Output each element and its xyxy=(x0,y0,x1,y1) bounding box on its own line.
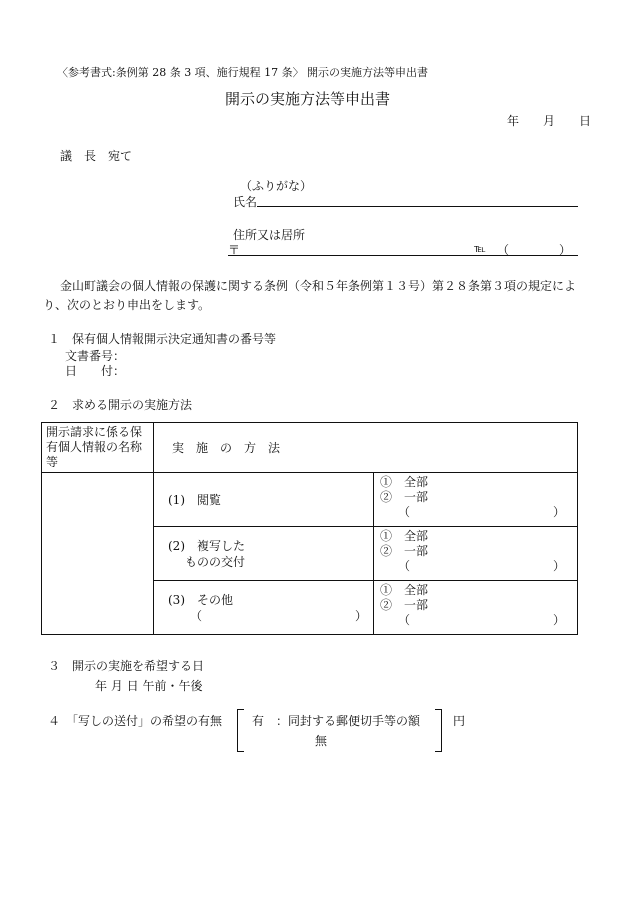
section1-heading: １ 保有個人情報開示決定通知書の番号等 xyxy=(48,332,277,346)
method-cell-1: (1) 閲覧 xyxy=(154,473,374,527)
intro-line-2: り、次のとおり申出をします。 xyxy=(43,298,211,312)
option-cell-2[interactable]: ① 全部 ② 一部 （ ） xyxy=(374,527,578,581)
notice-date-label: 日 付： xyxy=(65,364,126,378)
doc-number-label: 文書番号： xyxy=(65,349,126,363)
method-cell-2: (2) 複写した ものの交付 xyxy=(154,527,374,581)
table-row xyxy=(42,473,578,527)
option-yes[interactable]: 有 ：同封する郵便切手等の額 xyxy=(252,714,421,728)
intro-line-1: 金山町議会の個人情報の保護に関する条例（令和５年条例第１３号）第２８条第３項の規定によ xyxy=(60,279,577,293)
name-label: 氏名 xyxy=(233,195,258,209)
section4-heading: ４ 「写しの送付」の希望の有無 xyxy=(48,714,223,728)
option-cell-1[interactable]: ① 全部 ② 一部 （ ） xyxy=(374,473,578,527)
info-name-header: 開示請求に係る保 有個人情報の名称 等 xyxy=(42,423,154,473)
tel-mark: ℡ xyxy=(474,242,486,255)
furigana-label: （ふりがな） xyxy=(240,179,313,193)
tel-paren-close: ） xyxy=(559,243,572,257)
desired-date[interactable]: 年 月 日 午前・午後 xyxy=(95,679,203,693)
option-all[interactable]: ① 全部 xyxy=(380,529,429,543)
name-field[interactable] xyxy=(257,206,578,207)
option-all[interactable]: ① 全部 xyxy=(380,475,429,489)
reference-note: 〈参考書式:条例第 28 条 3 項、施行規程 17 条〉 xyxy=(57,66,304,79)
method-cell-3: (3) その他 （ ） xyxy=(154,581,374,635)
reference-form-title: 開示の実施方法等申出書 xyxy=(307,66,428,79)
address-field[interactable] xyxy=(228,255,578,256)
option-partial[interactable]: ② 一部 xyxy=(380,544,429,558)
method-table xyxy=(41,422,578,635)
option-no[interactable]: 無 xyxy=(315,734,328,748)
tel-paren-open: （ xyxy=(497,243,510,257)
section2-heading: ２ 求める開示の実施方法 xyxy=(48,398,193,412)
yen-unit: 円 xyxy=(453,714,466,728)
section3-heading: ３ 開示の実施を希望する日 xyxy=(48,659,205,673)
bracket-right xyxy=(435,709,442,752)
address-label: 住所又は居所 xyxy=(233,228,306,242)
date-line: 年 月 日 xyxy=(507,114,592,128)
method-header: 実 施 の 方 法 xyxy=(154,423,578,473)
postal-mark: 〒 xyxy=(228,243,241,257)
form-title: 開示の実施方法等申出書 xyxy=(225,90,391,108)
option-partial[interactable]: ② 一部 xyxy=(380,490,429,504)
option-partial[interactable]: ② 一部 xyxy=(380,598,429,612)
info-name-cell[interactable] xyxy=(42,473,154,635)
addressee: 議 長 宛て xyxy=(60,149,133,163)
option-cell-3[interactable]: ① 全部 ② 一部 （ ） xyxy=(374,581,578,635)
bracket-left xyxy=(237,709,244,752)
table-header-row xyxy=(42,423,578,473)
option-all[interactable]: ① 全部 xyxy=(380,583,429,597)
